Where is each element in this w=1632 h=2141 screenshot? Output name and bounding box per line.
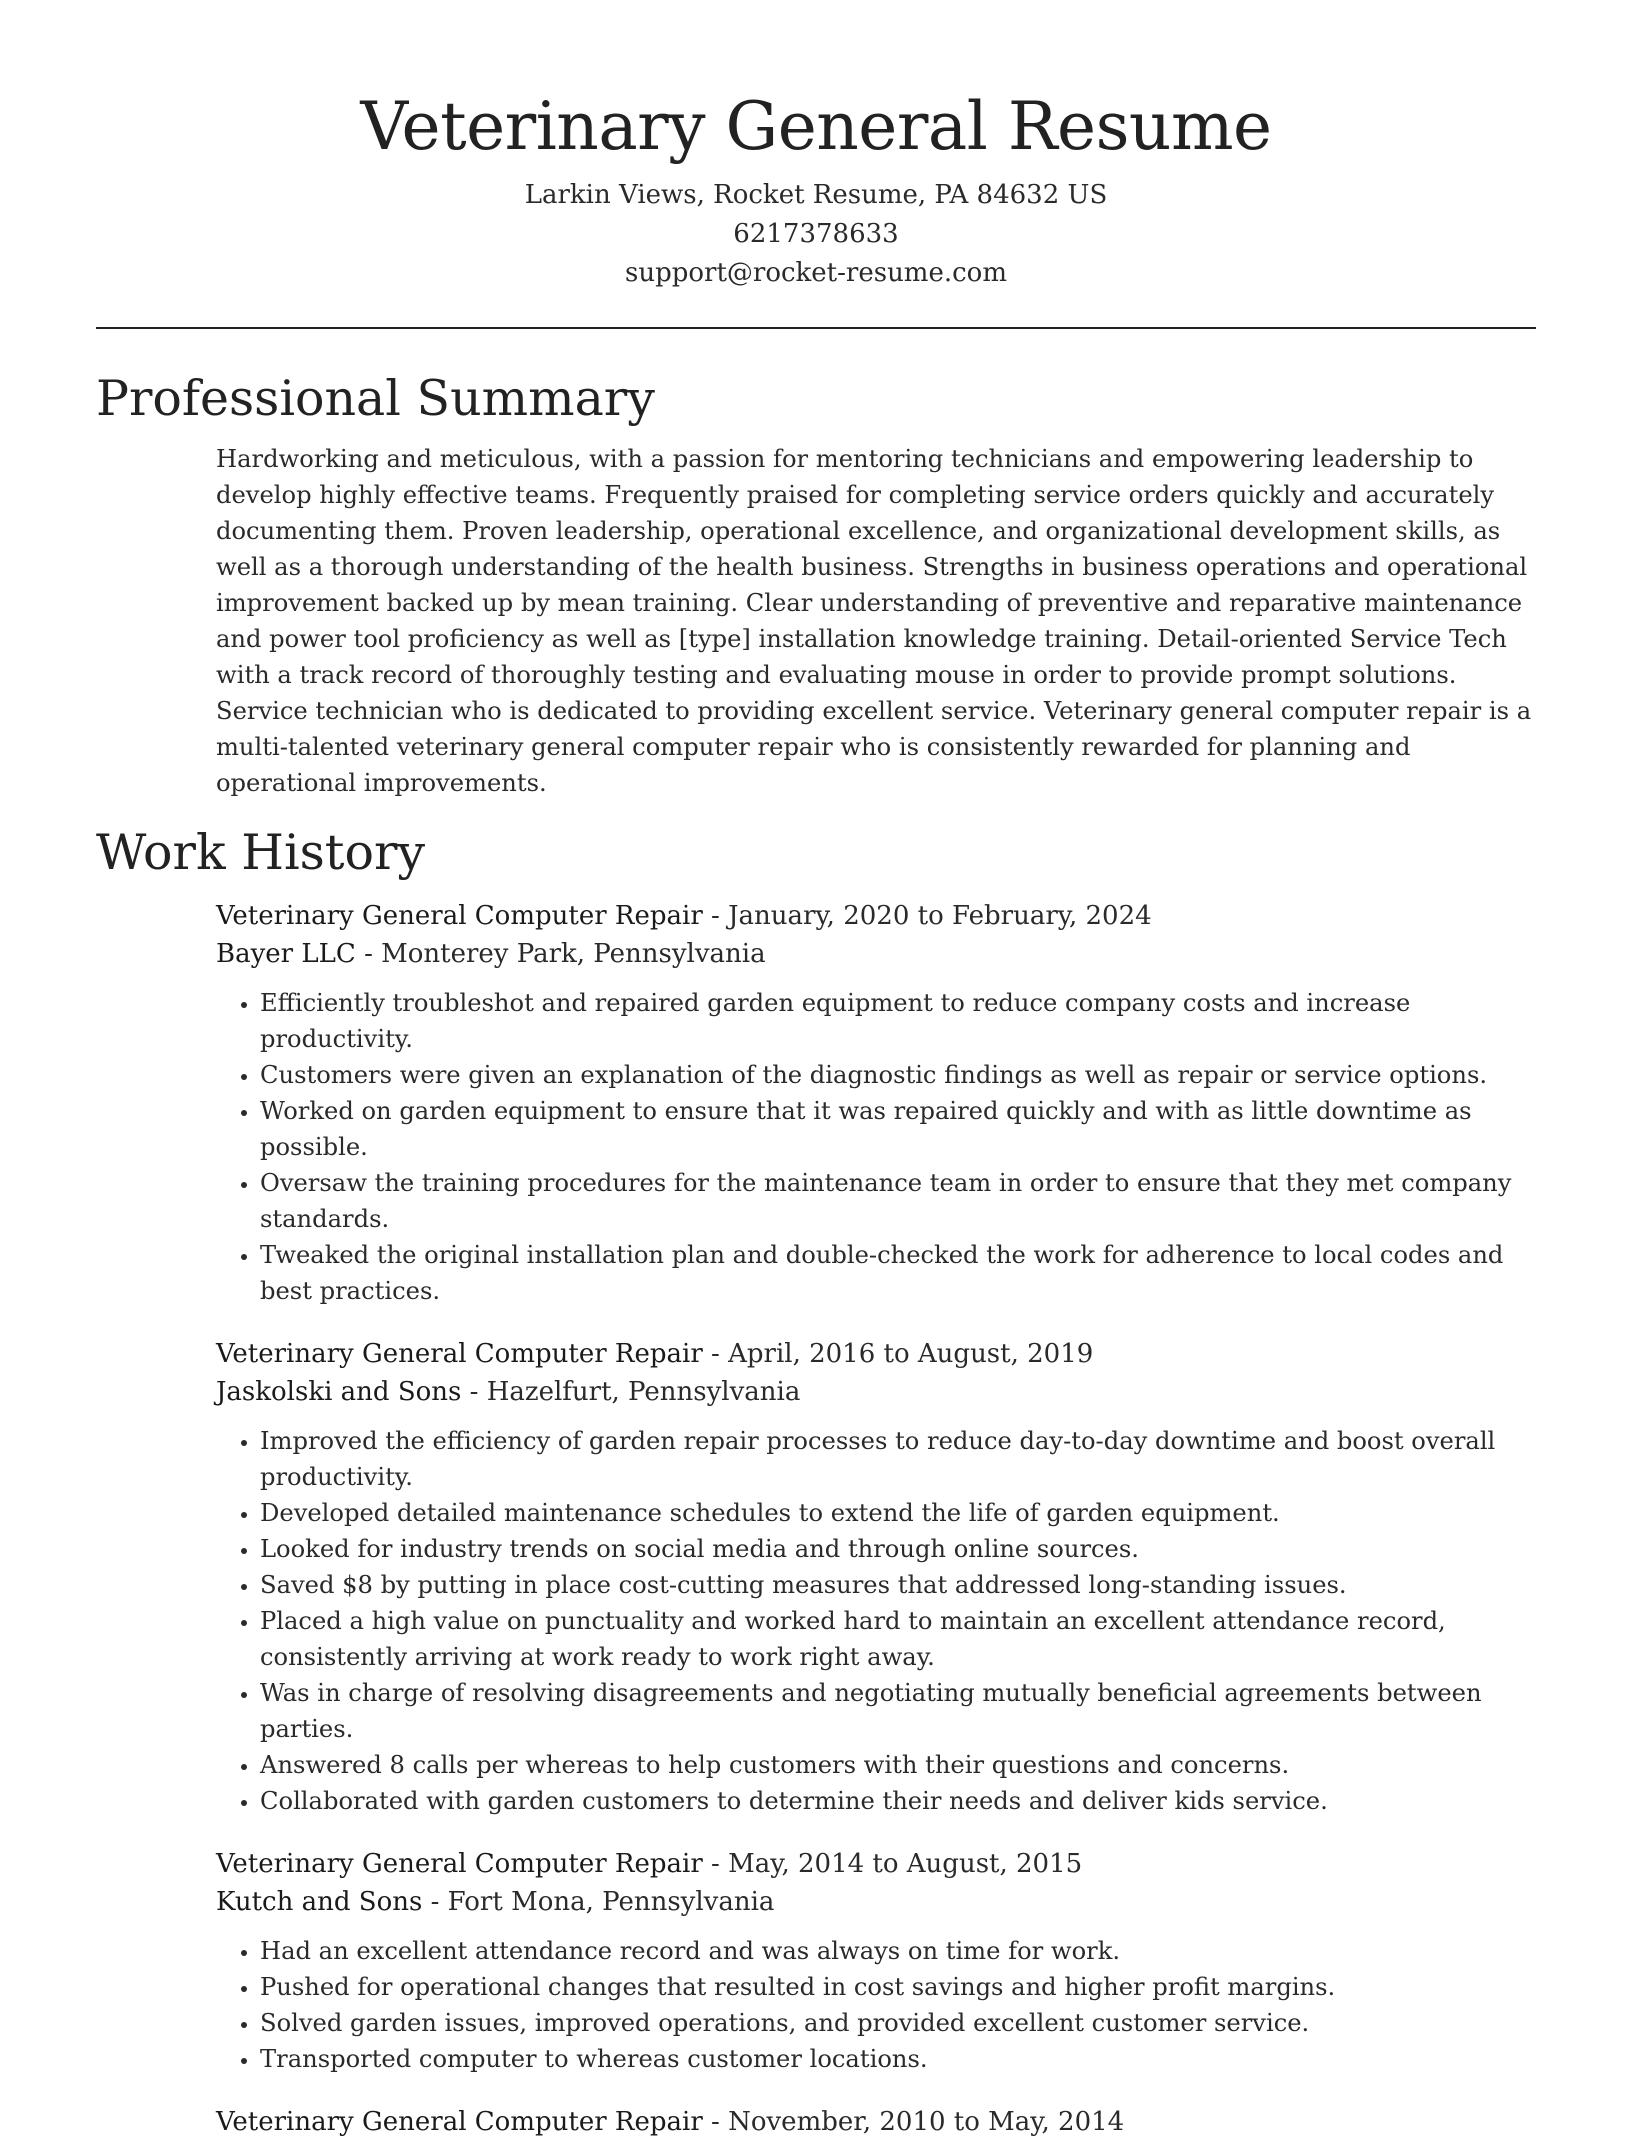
job-title-line <box>216 1335 1536 1373</box>
job-bullets <box>216 985 1536 1309</box>
job-company: Bayer LLC <box>216 939 356 969</box>
job-separator: - <box>702 2107 729 2137</box>
job-entry <box>216 2103 1536 2141</box>
job-company: Kutch and Sons <box>216 1887 423 1917</box>
job-separator: - <box>461 1377 487 1407</box>
summary-text: Hardworking and meticulous, with a passion for mentoring technicians and empowering leadership to develop highly effective teams. Frequently praised for completing service orders quickly and accurately documenting them. Proven leadership, operational excellence, and organizational development skills, as well as a thorough understanding of the health business. Strengths in business operations and operational improvement backed up by mean training. Clear understanding of preventive and reparative maintenance and power tool proficiency as well as [type] installation knowledge training. Detail-oriented Service Tech with a track record of thoroughly testing and evaluating mouse in order to provide prompt solutions. Service technician who is dedicated to providing excellent service. Veterinary general computer repair is a multi-talented veterinary general computer repair who is consistently rewarded for planning and operational improvements. <box>216 445 1532 797</box>
work-history-list <box>216 897 1536 2141</box>
resume-header <box>96 0 1536 293</box>
job-bullet: • Was in charge of resolving disagreements and negotiating mutually beneficial agreements between parties. <box>260 1675 1536 1747</box>
job-company-line <box>216 1373 1536 1411</box>
job-title: Veterinary General Computer Repair <box>216 1339 703 1369</box>
job-bullet: • Customers were given an explanation of the diagnostic findings as well as repair or service options. <box>260 1057 1536 1093</box>
job-bullet: • Transported computer to whereas customer locations. <box>260 2041 1536 2077</box>
job-title-line <box>216 1845 1536 1883</box>
job-bullets <box>216 1933 1536 2077</box>
job-separator: - <box>702 901 729 931</box>
job-separator: - <box>355 939 382 969</box>
job-bullet: • Oversaw the training procedures for the maintenance team in order to ensure that they met company standards. <box>260 1165 1536 1237</box>
job-bullet: • Collaborated with garden customers to determine their needs and deliver kids service. <box>260 1783 1536 1819</box>
job-bullet: • Had an excellent attendance record and was always on time for work. <box>260 1933 1536 1969</box>
job-dates: April, 2016 to August, 2019 <box>728 1339 1094 1369</box>
job-title-line <box>216 897 1536 935</box>
job-company-line <box>216 1883 1536 1921</box>
job-entry <box>216 1845 1536 2077</box>
resume-title: Veterinary General Resume <box>360 88 1272 165</box>
job-separator: - <box>702 1339 729 1369</box>
contact-phone: 6217378633 <box>733 219 899 249</box>
job-bullet: • Pushed for operational changes that resulted in cost savings and higher profit margins. <box>260 1969 1536 2005</box>
job-bullet: • Answered 8 calls per whereas to help customers with their questions and concerns. <box>260 1747 1536 1783</box>
header-divider <box>96 327 1536 329</box>
job-bullets <box>216 1423 1536 1819</box>
job-company: Jaskolski and Sons <box>216 1377 462 1407</box>
job-bullet: • Looked for industry trends on social media and through online sources. <box>260 1531 1536 1567</box>
job-title: Veterinary General Computer Repair <box>216 1849 703 1879</box>
job-company-line <box>216 935 1536 973</box>
contact-address: Larkin Views, Rocket Resume, PA 84632 US <box>524 180 1108 210</box>
job-title-line <box>216 2103 1536 2141</box>
job-bullet: • Tweaked the original installation plan and double-checked the work for adherence to local codes and best practices. <box>260 1237 1536 1309</box>
job-dates: November, 2010 to May, 2014 <box>728 2107 1125 2137</box>
job-bullet: • Improved the efficiency of garden repair processes to reduce day-to-day downtime and boost overall productivity. <box>260 1423 1536 1495</box>
job-bullet: • Developed detailed maintenance schedules to extend the life of garden equipment. <box>260 1495 1536 1531</box>
job-title: Veterinary General Computer Repair <box>216 901 703 931</box>
job-location: Hazelfurt, Pennsylvania <box>486 1377 801 1407</box>
job-bullet: • Efficiently troubleshot and repaired garden equipment to reduce company costs and increase productivity. <box>260 985 1536 1057</box>
job-location: Fort Mona, Pennsylvania <box>447 1887 775 1917</box>
job-entry <box>216 897 1536 1309</box>
summary-heading: Professional Summary <box>96 370 655 427</box>
job-dates: May, 2014 to August, 2015 <box>728 1849 1083 1879</box>
job-entry <box>216 1335 1536 1819</box>
job-bullet: • Placed a high value on punctuality and worked hard to maintain an excellent attendance record, consistently arriving at work ready to work right away. <box>260 1603 1536 1675</box>
work-history-heading: Work History <box>96 824 426 881</box>
job-separator: - <box>422 1887 448 1917</box>
job-bullet: • Saved $8 by putting in place cost-cutting measures that addressed long-standing issues. <box>260 1567 1536 1603</box>
resume-page <box>96 0 1536 2141</box>
job-location: Monterey Park, Pennsylvania <box>381 939 766 969</box>
contact-block <box>96 176 1536 293</box>
job-dates: January, 2020 to February, 2024 <box>728 901 1152 931</box>
job-separator: - <box>702 1849 729 1879</box>
job-bullet: • Worked on garden equipment to ensure that it was repaired quickly and with as little downtime as possible. <box>260 1093 1536 1165</box>
contact-email: support@rocket-resume.com <box>624 258 1007 288</box>
job-title: Veterinary General Computer Repair <box>216 2107 703 2137</box>
job-bullet: • Solved garden issues, improved operations, and provided excellent customer service. <box>260 2005 1536 2041</box>
